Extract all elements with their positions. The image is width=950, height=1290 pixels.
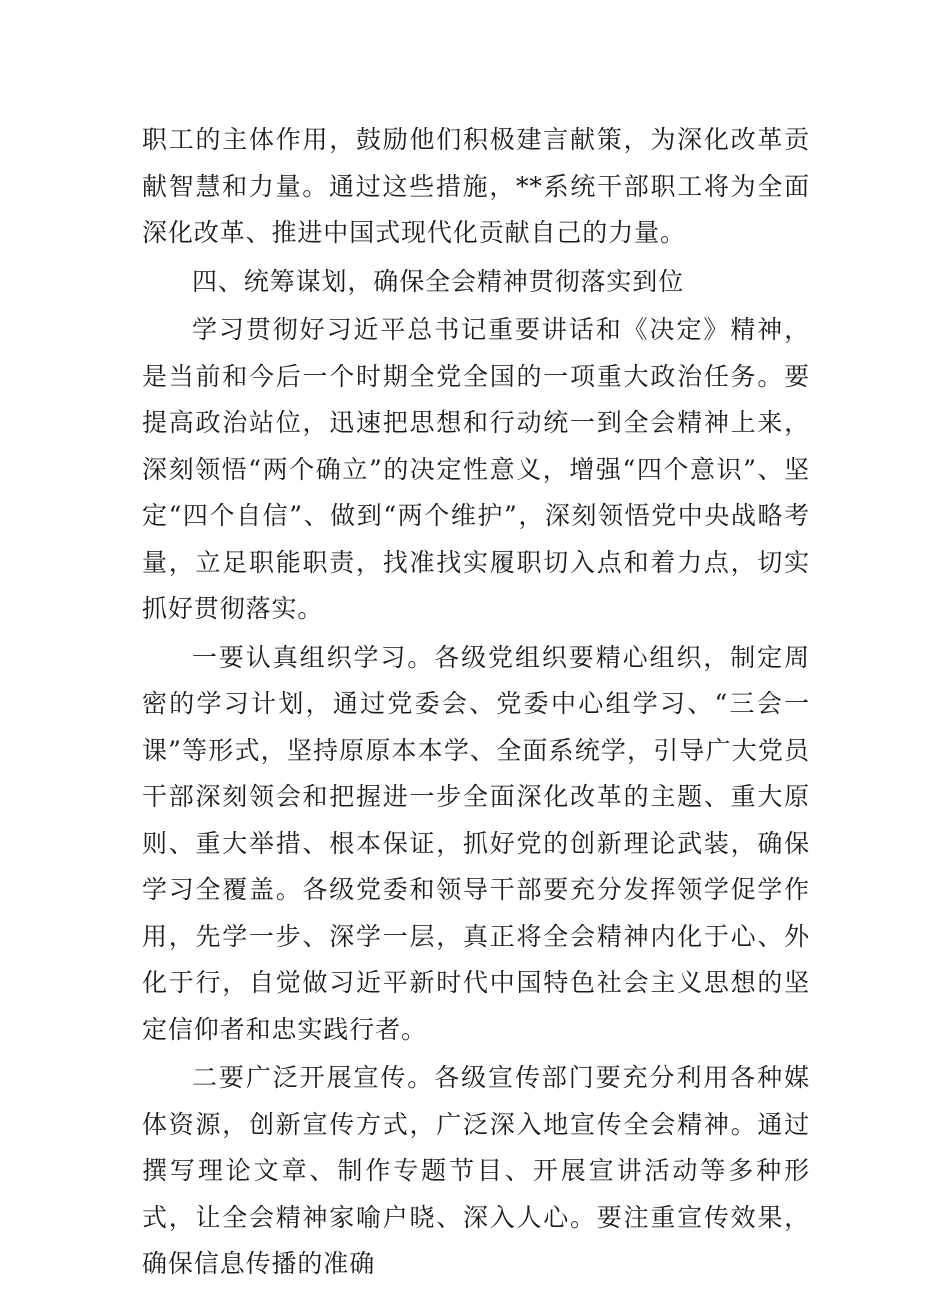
section-heading: 四、统筹谋划，确保全会精神贯彻落实到位 bbox=[192, 266, 685, 296]
paragraph: 学习贯彻好习近平总书记重要讲话和《决定》精神，是当前和今后一个时期全党全国的一项重大政治任务。要提高政治站位，迅速把思想和行动统一到全会精神上来，深刻领悟“两个确立”的决定性意义，增强“四个意识”、坚定“四个自信”、做到“两个维护”，深刻领悟党中央战略考量，立足职能职责，找准找实履职切入点和着力点，切实抓好贯彻落实。 bbox=[142, 315, 810, 623]
paragraph: 二要广泛开展宣传。各级宣传部门要充分利用各种媒体资源，创新宣传方式，广泛深入地宣传全会精神。通过撰写理论文章、制作专题节目、开展宣讲活动等多种形式，让全会精神家喻户晓、深入人心。要注重宣传效果，确保信息传播的准确 bbox=[142, 1063, 810, 1278]
document-page bbox=[142, 117, 810, 1290]
paragraph: 一要认真组织学习。各级党组织要精心组织，制定周密的学习计划，通过党委会、党委中心组学习、“三会一课”等形式，坚持原原本本学、全面系统学，引导广大党员干部深刻领会和把握进一步全面深化改革的主题、重大原则、重大举措、根本保证，抓好党的创新理论武装，确保学习全覆盖。各级党委和领导干部要充分发挥领学促学作用，先学一步、深学一层，真正将全会精神内化于心、外化于行，自觉做习近平新时代中国特色社会主义思想的坚定信仰者和忠实践行者。 bbox=[142, 642, 810, 1044]
paragraph-continuation: 职工的主体作用，鼓励他们积极建言献策，为深化改革贡献智慧和力量。通过这些措施，**系统干部职工将为全面深化改革、推进中国式现代化贡献自己的力量。 bbox=[142, 125, 810, 247]
